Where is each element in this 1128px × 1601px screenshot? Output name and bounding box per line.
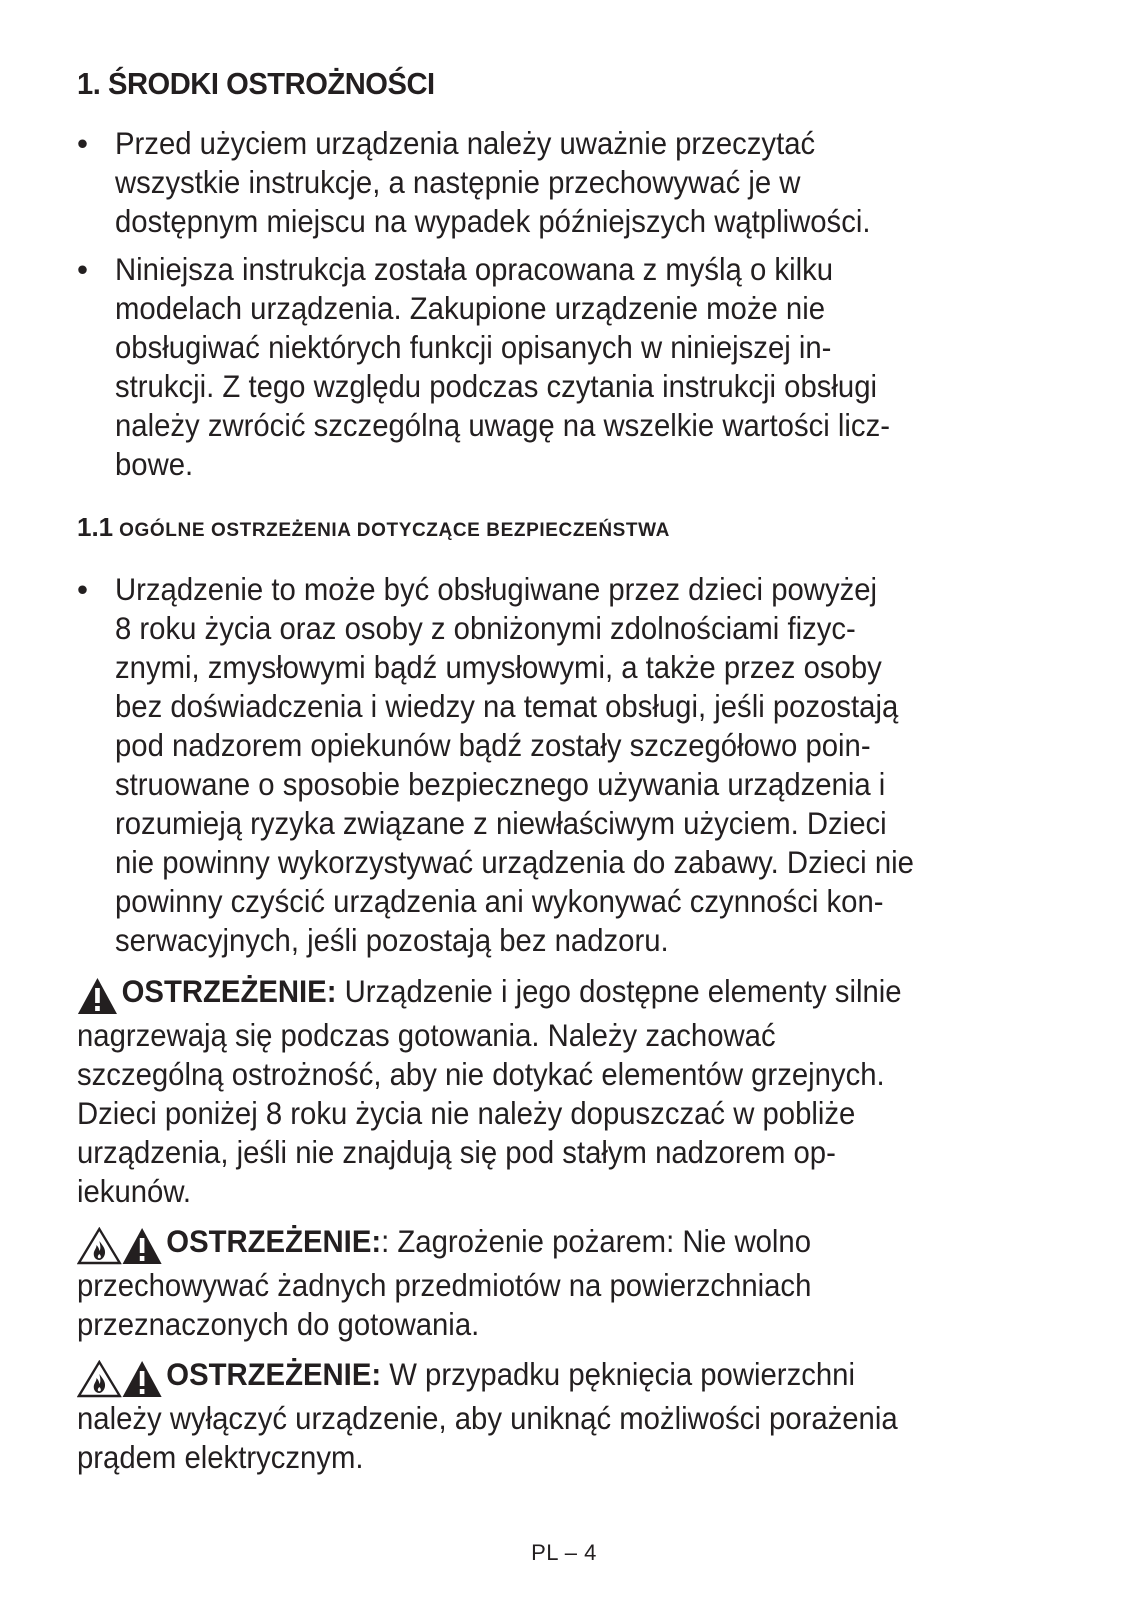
text-line: prądem elektrycznym. [77, 1439, 364, 1475]
text-line: bez doświadczenia i wiedzy na temat obsługi, jeśli pozostają [115, 688, 899, 724]
warning-icon [77, 977, 118, 1016]
text-line: bowe. [115, 446, 194, 482]
subsection-heading [77, 512, 670, 543]
bullet-item-read-instructions [77, 124, 1077, 241]
warning-text: : Zagrożenie pożarem: Nie wolno [381, 1223, 812, 1259]
bullet-item-multiple-models [77, 250, 1077, 484]
bullet-marker: • [77, 251, 89, 287]
text-line: Urządzenie to może być obsługiwane przez dzieci powyżej [115, 571, 878, 607]
text-line: Dzieci poniżej 8 roku życia nie należy dopuszczać w pobliże [77, 1095, 856, 1131]
text-line: wszystkie instrukcje, a następnie przechowywać je w [115, 164, 801, 200]
bullet-text [115, 124, 927, 241]
text-line: przeznaczonych do gotowania. [77, 1306, 480, 1342]
text-line: rozumieją ryzyka związane z niewłaściwym użyciem. Dzieci [115, 805, 887, 841]
text-line: nie powinny wykorzystywać urządzenia do zabawy. Dzieci nie [115, 844, 914, 880]
warning-icon [122, 1227, 163, 1265]
text-line: dostępnym miejscu na wypadek późniejszych wątpliwości. [115, 203, 871, 239]
text-line: 8 roku życia oraz osoby z obniżonymi zdolnościami fizyc- [115, 610, 856, 646]
text-line: struowane o sposobie bezpiecznego używania urządzenia i [115, 766, 886, 802]
warning-icon-group [77, 1227, 163, 1266]
text-line: nagrzewają się podczas gotowania. Należy zachować [77, 1017, 776, 1053]
subsection-title: OGÓLNE OSTRZEŻENIA DOTYCZĄCE BEZPIECZEŃSTWA [119, 520, 670, 541]
fire-hazard-icon [77, 1227, 122, 1265]
warning-text: Urządzenie i jego dostępne elementy silnie [336, 973, 902, 1009]
warning-text: W przypadku pęknięcia powierzchni [381, 1356, 855, 1392]
warning-label: OSTRZEŻENIE: [166, 1356, 382, 1392]
warning-icon [122, 1360, 163, 1398]
bullet-text [115, 570, 974, 960]
warning-label: OSTRZEŻENIE: [121, 973, 337, 1009]
text-line: należy wyłączyć urządzenie, aby uniknąć możliwości porażenia [77, 1400, 898, 1436]
bullet-item-children-use [77, 570, 1077, 960]
text-line: modelach urządzenia. Zakupione urządzenie może nie [115, 290, 826, 326]
warning-icon-group [77, 1360, 163, 1399]
text-line: obsługiwać niektórych funkcji opisanych w niniejszej in- [115, 329, 832, 365]
warning-fire-hazard [77, 1222, 1077, 1344]
text-line: powinny czyścić urządzenia ani wykonywać czynności kon- [115, 883, 884, 919]
text-line: należy zwrócić szczególną uwagę na wszelkie wartości licz- [115, 407, 890, 443]
warning-first-line [77, 1222, 1007, 1266]
warning-label: OSTRZEŻENIE: [166, 1223, 382, 1259]
text-line: pod nadzorem opiekunów bądź zostały szczegółowo poin- [115, 727, 871, 763]
bullet-marker: • [77, 571, 89, 607]
warning-hot-surfaces [77, 972, 1077, 1211]
text-line: iekunów. [77, 1173, 192, 1209]
page-number: PL – 4 [531, 1540, 597, 1565]
text-line: strukcji. Z tego względu podczas czytania instrukcji obsługi [115, 368, 878, 404]
bullet-marker: • [77, 125, 89, 161]
text-line: serwacyjnych, jeśli pozostają bez nadzoru. [115, 922, 669, 958]
warning-cracked-surface [77, 1355, 1077, 1477]
fire-hazard-icon [77, 1360, 122, 1398]
warning-first-line [77, 972, 1007, 1016]
bullet-text [115, 250, 948, 484]
text-line: szczególną ostrożność, aby nie dotykać elementów grzejnych. [77, 1056, 885, 1092]
text-line: przechowywać żadnych przedmiotów na powierzchniach [77, 1267, 812, 1303]
section-heading: 1. ŚRODKI OSTROŻNOŚCI [77, 66, 435, 101]
text-line: urządzenia, jeśli nie znajdują się pod stałym nadzorem op- [77, 1134, 836, 1170]
subsection-number: 1.1 [77, 512, 114, 542]
text-line: Niniejsza instrukcja została opracowana z myślą o kilku [115, 251, 834, 287]
text-line: znymi, zmysłowymi bądź umysłowymi, a także przez osoby [115, 649, 882, 685]
warning-first-line [77, 1355, 1007, 1399]
text-line: Przed użyciem urządzenia należy uważnie przeczytać [115, 125, 816, 161]
